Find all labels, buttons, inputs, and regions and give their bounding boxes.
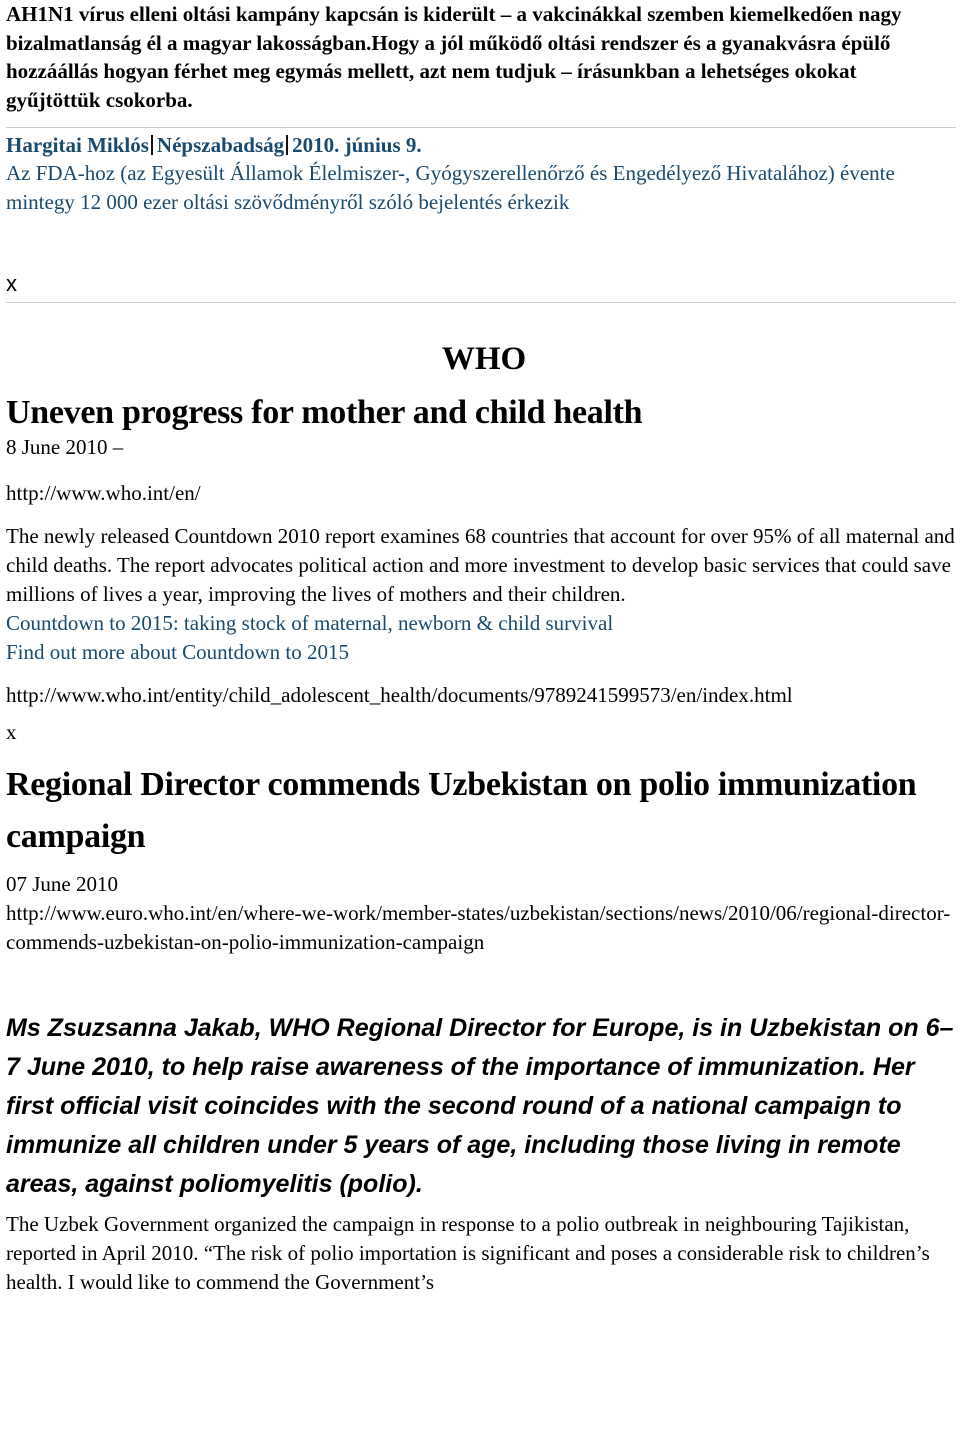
- byline-separator: [151, 135, 153, 155]
- lead-paragraph: Az FDA-hoz (az Egyesült Államok Élelmiszer-, Gyógyszerellenőrző és Engedélyező Hivatalához) évente mintegy 12 000 ezer oltási szövődményről szóló bejelentés érkezik: [6, 161, 895, 214]
- x-mark: x: [6, 271, 17, 296]
- document-page: [6, 0, 956, 1297]
- byline: [6, 127, 956, 159]
- article2-lead: Ms Zsuzsanna Jakab, WHO Regional Director for Europe, is in Uzbekistan on 6–7 June 2010, to help raise awareness of the importance of immunization. Her first official visit coincides with the second round of a national campaign to immunize all children under 5 years of age, including those living in remote areas, against poliomyelitis (polio).: [6, 1014, 954, 1198]
- article2-date: 07 June 2010: [6, 872, 118, 896]
- divider: [6, 302, 956, 303]
- article2-url: http://www.euro.who.int/en/where-we-work/member-states/uzbekistan/sections/news/2010/06/regional-director-commends-uzbekistan-on-polio-immunization-campaign: [6, 901, 951, 954]
- byline-author: Hargitai Miklós: [6, 133, 149, 157]
- countdown-more-link[interactable]: Find out more about Countdown to 2015: [6, 640, 349, 664]
- byline-source: Népszabadság: [156, 133, 285, 157]
- x-mark: x: [6, 720, 17, 744]
- article2-body: The Uzbek Government organized the campaign in response to a polio outbreak in neighbouring Tajikistan, reported in April 2010. “The risk of polio importation is significant and poses a considerable risk to children’s health. I would like to commend the Government’s: [6, 1212, 930, 1294]
- intro-paragraph: AH1N1 vírus elleni oltási kampány kapcsán is kiderült – a vakcinákkal szemben kiemelkedően nagy bizalmatlanság él a magyar lakosságban.Hogy a jól működő oltási rendszer és a gyanakvásra épülő hozzáállás hogyan férhet meg egymás mellett, azt nem tudjuk – írásunkban a lehetséges okokat gyűjtöttük csokorba.: [6, 2, 902, 112]
- article1-url: http://www.who.int/en/: [6, 481, 201, 505]
- byline-date: 2010. június 9.: [292, 133, 422, 157]
- article2-title: Regional Director commends Uzbekistan on polio immunization campaign: [6, 766, 917, 855]
- byline-separator: [286, 135, 288, 155]
- who-heading: WHO: [441, 341, 527, 377]
- article1-body: The newly released Countdown 2010 report examines 68 countries that account for over 95% of all maternal and child deaths. The report advocates political action and more investment to develop basic services that could save millions of lives a year, improving the lives of mothers and their children.: [6, 524, 955, 606]
- article1-date: 8 June 2010 –: [6, 435, 124, 459]
- article1-document-url: http://www.who.int/entity/child_adolescent_health/documents/9789241599573/en/index.html: [6, 683, 793, 707]
- article1-title: Uneven progress for mother and child health: [6, 394, 643, 431]
- countdown-stock-link[interactable]: Countdown to 2015: taking stock of maternal, newborn & child survival: [6, 611, 614, 635]
